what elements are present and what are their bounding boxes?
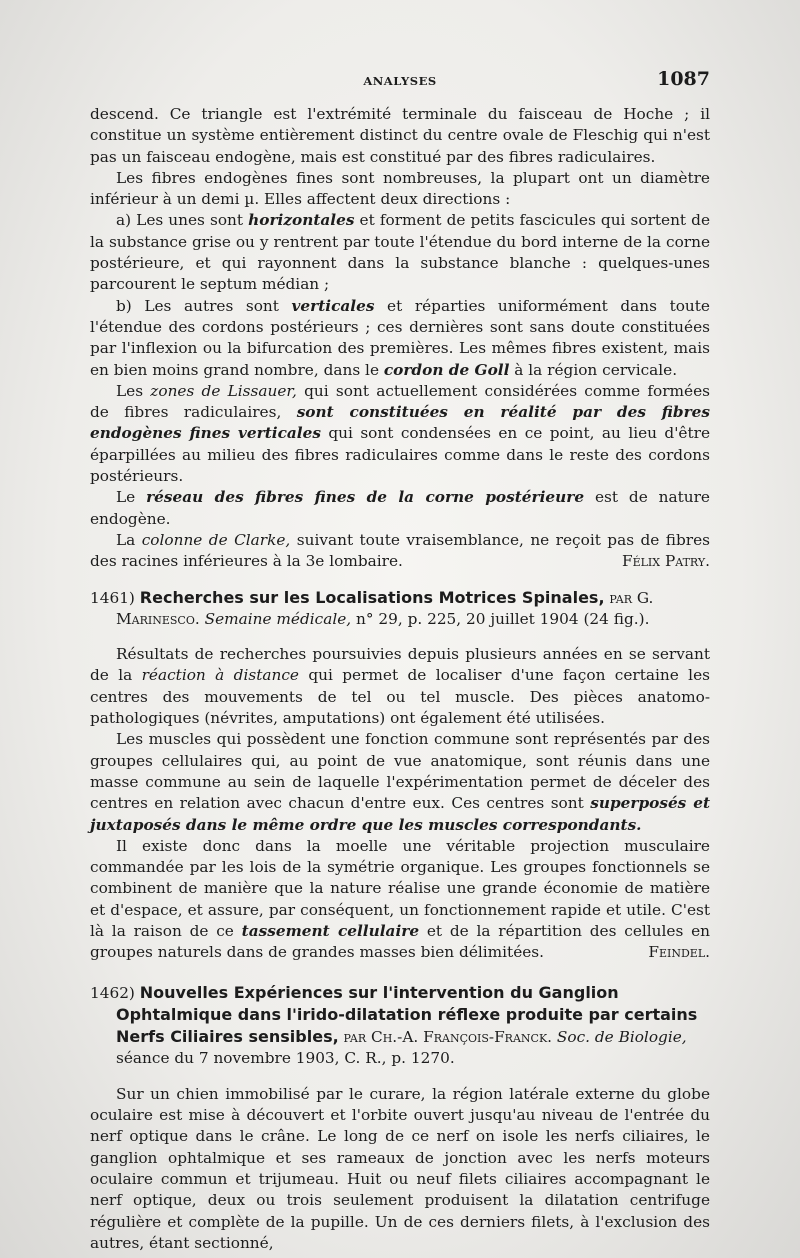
text-run: La — [116, 530, 142, 549]
text-run: b) Les autres sont — [116, 296, 292, 315]
text-run: et de la répartition des cellules en groupes naturels dans de grandes masses bien délimitées. — [90, 921, 710, 962]
entry-number: 1462) — [90, 983, 135, 1002]
entry-body — [90, 1084, 710, 1254]
paragraph — [90, 381, 710, 487]
text-run: Les — [116, 381, 151, 400]
entry-body — [90, 644, 710, 963]
entry-heading — [90, 982, 710, 1070]
paragraph: descend. Ce triangle est l'extrémité terminale du faisceau de Hoche ; il constitue un système entièrement distinct du centre ovale de Fleschig qui n'est pas un faisceau endogène, mais est constitué par des fibres radiculaires. — [90, 105, 710, 166]
paragraph — [90, 644, 710, 729]
text-run: et réparties uniformément dans toute l'étendue des cordons postérieurs ; ces dernières sont sans doute constituées par l'inflexion ou la bifurcation des premières. Les mêmes fibres existent, mais en bien moins grand nombre, dans le — [90, 296, 710, 379]
paragraph: Sur un chien immobilisé par le curare, la région latérale externe du globe oculaire est mise à découvert et l'orbite ouvert jusqu'au niveau de l'entrée du nerf optique dans le crâne. Le long de ce nerf on isole les nerfs ciliaires, le ganglion ophtalmique et ses rameaux de jonction avec les nerfs moteurs oculaire commun et trijumeau. Huit ou neuf filets ciliaires accompagnant le nerf optique, deux ou trois seulement produisent la dilatation centrifuge régulière et complète de la pupille. Un de ces derniers filets, à l'exclusion des autres, étant sectionné, — [90, 1084, 710, 1252]
author-signature: Félix Patry. — [621, 552, 710, 571]
paragraph — [90, 836, 710, 964]
entry-title: Nouvelles Expériences sur l'intervention du Ganglion Ophtalmique dans l'irido-dilatation réflexe produite par certains Nerfs Ciliaires sensibles, — [116, 982, 698, 1047]
paragraph — [90, 210, 710, 295]
page-content — [90, 104, 710, 1254]
paragraph — [90, 530, 710, 573]
emphasis: réaction à distance — [141, 666, 299, 685]
text-run: Le — [116, 488, 147, 507]
entry-byline: par Ch.-A. François-Franck. — [338, 1028, 557, 1047]
emphasis: zones de Lissauer, — [150, 381, 297, 400]
entry-source: Semaine médicale, — [204, 609, 352, 628]
text-run: qui permet de localiser d'une façon certaine les centres des mouvements de tel ou tel muscle. Des pièces anatomo-pathologiques (névrites, amputations) ont également été utilisées. — [90, 666, 710, 728]
emphasis: cordon de Goll — [383, 360, 510, 379]
paragraph — [90, 729, 710, 835]
emphasis: sont constituées en réalité par des fibres endogènes fines verticales — [90, 403, 710, 443]
entry-byline: par G. Marinesco. — [116, 588, 654, 628]
entry-title: Recherches sur les Localisations Motrices Spinales, — [139, 587, 605, 607]
page-number: 1087 — [657, 68, 710, 90]
text-run: qui sont actuellement considérées comme formées de fibres radiculaires, — [90, 381, 710, 422]
emphasis: tassement cellulaire — [241, 921, 420, 940]
paragraph — [90, 296, 710, 381]
entry-source: Soc. de Biologie, — [556, 1028, 687, 1047]
text-run: suivant toute vraisemblance, ne reçoit pas de fibres des racines inférieures à la 3e lombaire. — [90, 530, 710, 571]
abstract-entry — [90, 982, 710, 1255]
entry-number: 1461) — [90, 588, 135, 607]
text-run: Les muscles qui possèdent une fonction commune sont représentés par des groupes cellulaires qui, au point de vue anatomique, sont réunis dans une masse commune au sein de laquelle l'expérimentation permet de déceler des centres en relation avec chacun d'entre eux. Ces centres sont — [90, 730, 710, 813]
text-run: qui sont condensées en ce point, au lieu d'être éparpillées au milieu des fibres radiculaires comme dans le reste des cordons postérieurs. — [90, 424, 710, 486]
entry-details: n° 29, p. 225, 20 juillet 1904 (24 fig.). — [351, 609, 650, 628]
text-run: Résultats de recherches poursuivies depuis plusieurs années en se servant de la — [90, 645, 710, 685]
paragraph — [90, 487, 710, 530]
text-run: est de nature endogène. — [90, 488, 710, 528]
page-header — [90, 66, 710, 90]
emphasis: horizontales — [248, 211, 355, 230]
author-signature: Feindel. — [648, 943, 710, 962]
emphasis: réseau des fibres fines de la corne postérieure — [146, 488, 585, 507]
emphasis: colonne de Clarke, — [141, 530, 291, 549]
running-title: ANALYSES — [363, 74, 437, 88]
emphasis: superposés et juxtaposés dans le même ordre que les muscles correspondants. — [90, 794, 711, 834]
entry-details: séance du 7 novembre 1903, C. R., p. 1270. — [116, 1049, 455, 1068]
abstract-entry — [90, 587, 710, 964]
text-run: à la région cervicale. — [509, 360, 678, 379]
entry-heading — [90, 587, 710, 631]
text-run: a) Les unes sont — [116, 211, 249, 230]
text-run: Il existe donc dans la moelle une véritable projection musculaire commandée par les lois de la symétrie organique. Les groupes fonctionnels se combinent de manière que la nature réalise une grande économie de matière et d'espace, et assure, par conséquent, un fonctionnement rapide et utile. C'est là la raison de ce — [90, 836, 710, 940]
emphasis: verticales — [291, 296, 375, 315]
paragraph: Les fibres endogènes fines sont nombreuses, la plupart ont un diamètre inférieur à un demi µ. Elles affectent deux directions : — [90, 168, 710, 209]
text-run: et forment de petits fascicules qui sortent de la substance grise ou y rentrent par toute l'étendue du bord interne de la corne postérieure, et qui rayonnent dans la substance blanche : quelques-unes parcourent le septum médian ; — [90, 211, 710, 294]
